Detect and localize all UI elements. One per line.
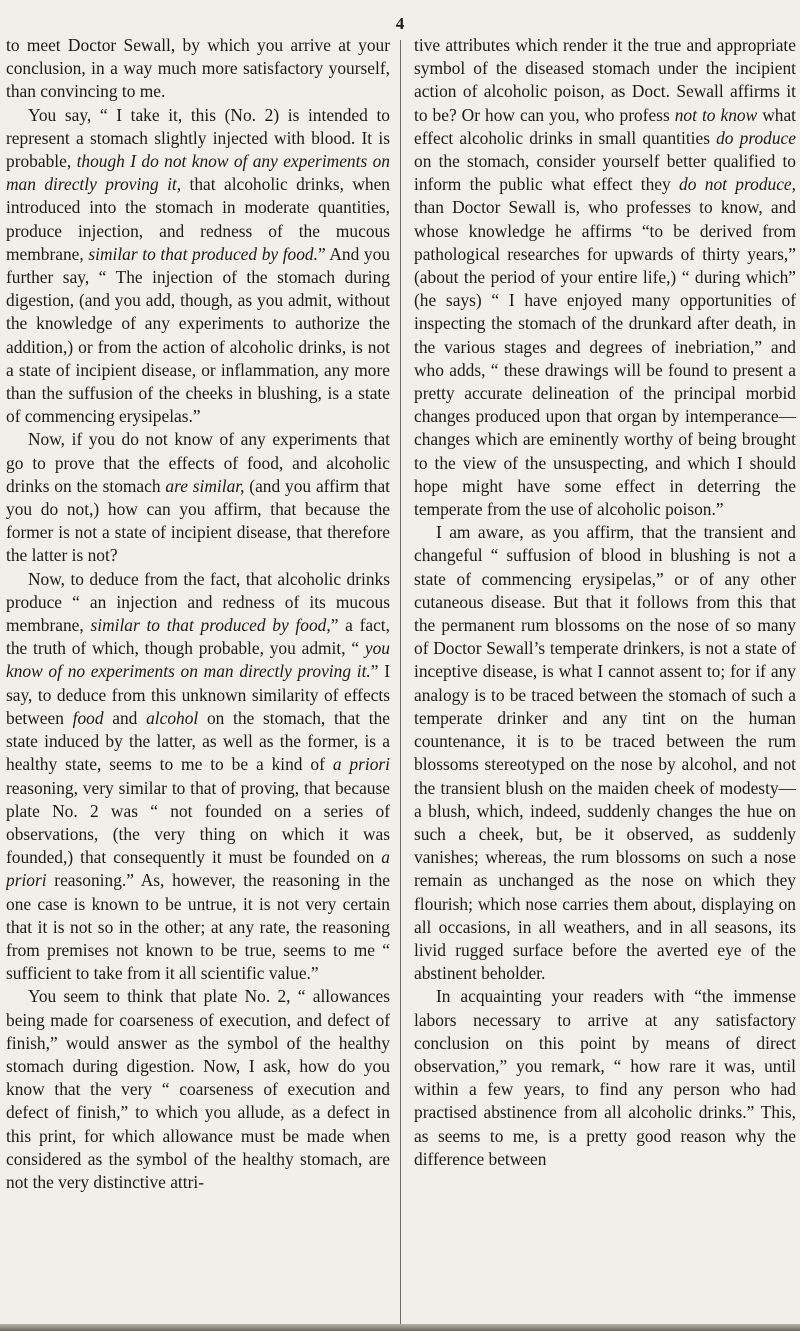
paragraph <box>6 985 390 1194</box>
text-run: (and you affirm that you do not,) how can you affirm, that because the former is not a state of incipient disease, that therefore the latter is not? <box>6 475 390 566</box>
text-run: ” I say, to deduce from this unknown similarity of effects between <box>6 661 390 728</box>
italic-text: you know of no experiments on man directly proving it. <box>6 638 390 682</box>
text-run: reasoning, very similar to that of proving, that because plate No. 2 was “ not founded on a series of observations, (the very thing on which it was founded,) that consequently it must be founded on <box>6 777 390 868</box>
paragraph <box>6 104 390 429</box>
text-run: that alcoholic drinks, when introduced into the stomach in moderate quantities, produce injection, and redness of the mucous membrane, <box>6 174 390 264</box>
paragraph <box>414 521 796 985</box>
text-run: and <box>103 707 147 728</box>
page-number: 4 <box>395 14 405 33</box>
paragraph <box>414 34 796 521</box>
italic-text: though I do not know of any experiments on man directly proving it, <box>6 151 390 195</box>
text-run: than Doctor Sewall is, who professes to know, and whose knowledge he affirms “to be derived from pathological researches for upwards of thirty years,” (about the period of your entire life,) “ during which” (he says) “ I have enjoyed many opportunities of inspecting the stomach of the drunkard after death, in the various stages and degrees of inebriation,” and who adds, “ these drawings will be found to present a pretty accurate delineation of the principal morbid changes produced upon that organ by intemperance—changes which are eminently worthy of being brought to the view of the unsuspecting, and which I should hope might have some effect in deterring the temperate from the use of alcoholic poison.” <box>414 197 796 520</box>
text-run: reasoning.” As, however, the reasoning in the one case is known to be untrue, it is not very certain that it is not so in the other; at any rate, the reasoning from premises not known to be true, seems to me “ sufficient to take from it all scientific value.” <box>6 870 390 984</box>
italic-text: not to know <box>674 104 758 125</box>
text-run: ” And you further say, “ The injection of the stomach during digestion, (and you add, though, as you admit, without the knowledge of any experiments to authorize the addition,) or from the action of alcoholic drinks, is not a state of incipient disease, or inflammation, any more than the suffusion of the cheeks in blushing, is a state of commencing erysipelas.” <box>6 243 390 427</box>
italic-text: similar to that produced by food. <box>88 243 318 264</box>
text-run: on the stomach, consider yourself better qualified to inform the public what effect they <box>414 151 796 195</box>
paragraph <box>414 985 796 1171</box>
paragraph <box>6 34 390 104</box>
right-column <box>414 34 796 1324</box>
text-run: ” a fact, the truth of which, though probable, you admit, “ <box>6 615 390 659</box>
text-run: You seem to think that plate No. 2, “ allowances being made for coarseness of execution, and defect of finish,” would answer as the symbol of the healthy stomach during digestion. Now, I ask, how do you know that the very “ coarseness of execution and defect of finish,” to which you allude, as a defect in this print, for which allowance must be made when considered as the symbol of the healthy stomach, are not the very distinctive attri- <box>6 986 390 1192</box>
text-run: In acquainting your readers with “the immense labors necessary to arrive at any satisfactory conclusion on this point by means of direct observation,” you remark, “ how rare it was, until within a few years, to find any person who had practised abstinence from all alcoholic drinks.” This, as seems to me, is a pretty good reason why the difference between <box>414 986 796 1169</box>
paragraph <box>6 428 390 567</box>
text-run: You say, “ I take it, this (No. 2) is intended to represent a stomach slightly injected with blood. It is probable, <box>6 104 390 172</box>
text-run: to meet Doctor Sewall, by which you arrive at your conclusion, in a way much more satisfactory yourself, than convincing to me. <box>6 35 390 102</box>
italic-text: are similar, <box>165 475 245 496</box>
text-run: Now, to deduce from the fact, that alcoholic drinks produce “ an injection and redness of its mucous membrane, <box>6 568 390 636</box>
text-run: what effect alcoholic drinks in small quantities <box>414 104 796 148</box>
italic-text: do produce <box>716 127 796 148</box>
column-divider <box>400 40 401 1325</box>
italic-text: similar to that produced by food, <box>90 615 331 636</box>
page-bottom-edge <box>0 1324 800 1331</box>
text-run: Now, if you do not know of any experiments that go to prove that the effects of food, and alcoholic drinks on the stomach <box>6 429 390 496</box>
italic-text: a priori <box>6 847 390 891</box>
paragraph <box>6 568 390 986</box>
italic-text: a priori <box>332 754 390 775</box>
italic-text: food <box>72 707 104 728</box>
left-column <box>6 34 390 1324</box>
italic-text: do not produce, <box>679 174 796 195</box>
text-run: tive attributes which render it the true and appropriate symbol of the diseased stomach under the incipient action of alcoholic poison, as Doct. Sewall affirms it to be? Or how can you, who profess <box>414 35 796 125</box>
text-run: on the stomach, that the state induced by the latter, as well as the former, is a healthy state, seems to me to be a kind of <box>6 707 390 775</box>
text-run: I am aware, as you affirm, that the transient and changeful “ suffusion of blood in blushing is not a state of commencing erysipelas,” or of any other cutaneous disease. But that it follows from this that the permanent rum blossoms on the nose of so many of Doctor Sewall’s temperate drinkers, is not a state of inceptive disease, is what I cannot assent to; for if any analogy is to be traced between the stomach of such a temperate drinker and any tint on the human countenance, it is to be traced between the rum blossoms stereotyped on the nose by alcohol, and not the transient blush on the maiden cheek of modesty—a blush, which, indeed, suddenly changes the hue on such a cheek, but, be it observed, as suddenly vanishes; whereas, the rum blossoms on such a nose remain as unchanged as the nose on which they flourish; which nose carries them about, displaying on all occasions, in all weathers, and in all seasons, its livid rugged surface before the averted eye of the abstinent beholder. <box>414 522 796 984</box>
italic-text: alcohol <box>146 707 199 728</box>
